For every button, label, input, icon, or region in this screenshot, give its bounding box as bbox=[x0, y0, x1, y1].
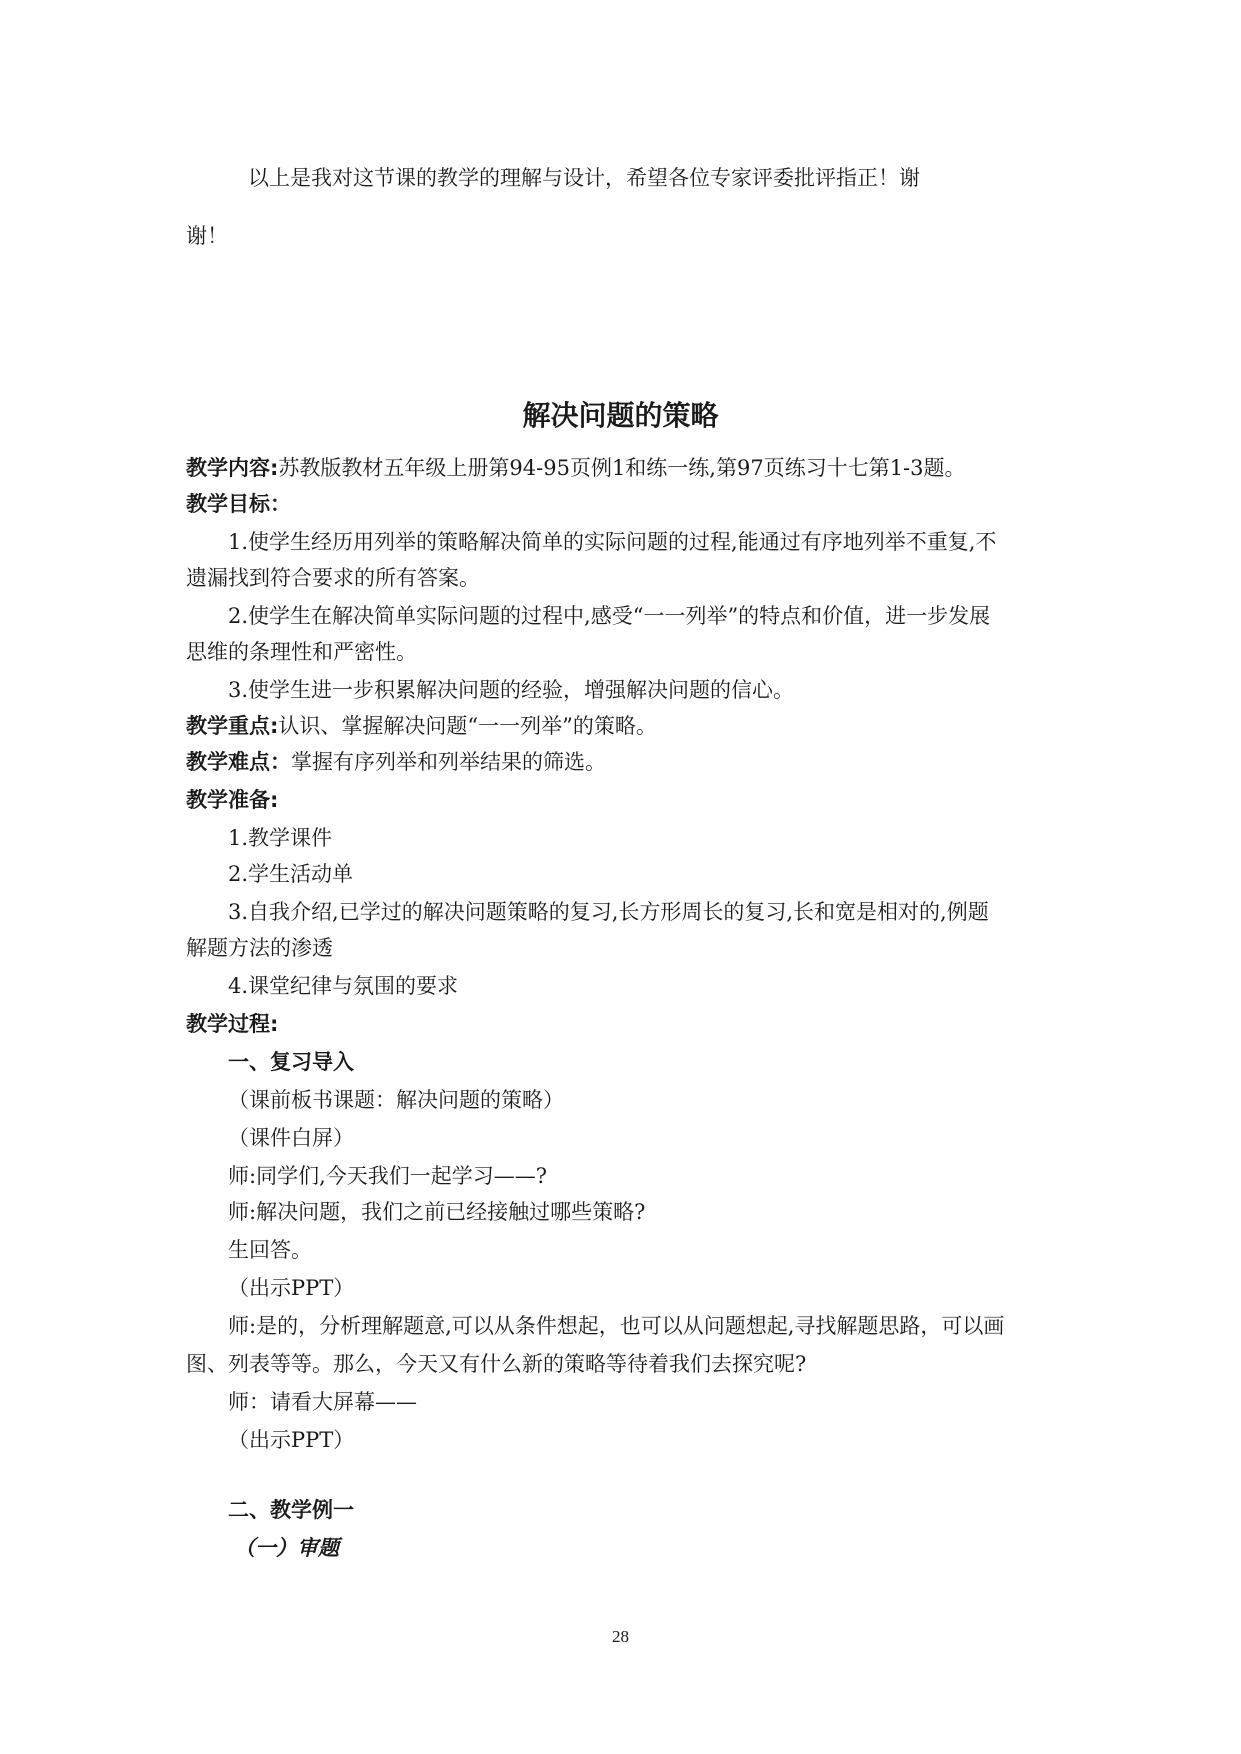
goal-1-line-a: 1.使学生经历用列举的策略解决简单的实际问题的过程,能通过有序地列举不重复,不 bbox=[228, 530, 997, 554]
page-number: 28 bbox=[612, 1627, 629, 1646]
closing-line-1: 以上是我对这节课的教学的理解与设计，希望各位专家评委批评指正！谢 bbox=[248, 166, 920, 190]
goal-2-line-b: 思维的条理性和严密性。 bbox=[186, 640, 417, 664]
process-line-6: （出示PPT） bbox=[228, 1276, 355, 1300]
difficulty-line bbox=[186, 748, 606, 776]
key-point-text: 认识、掌握解决问题“一一列举”的策略。 bbox=[278, 714, 657, 738]
difficulty-label: 教学难点： bbox=[186, 750, 291, 774]
key-point-label: 教学重点: bbox=[186, 714, 279, 738]
process-label: 教学过程: bbox=[186, 1012, 279, 1036]
content-line bbox=[186, 454, 966, 482]
prep-item-2: 2.学生活动单 bbox=[228, 862, 354, 886]
goal-3: 3.使学生进一步积累解决问题的经验，增强解决问题的信心。 bbox=[228, 678, 795, 702]
process-line-7b: 图、列表等等。那么，今天又有什么新的策略等待着我们去探究呢? bbox=[186, 1352, 807, 1376]
process-line-9: （出示PPT） bbox=[228, 1428, 355, 1452]
process-line-1: （课前板书课题：解决问题的策略） bbox=[228, 1088, 564, 1112]
goal-2-line-a: 2.使学生在解决简单实际问题的过程中,感受“一一列举”的特点和价值，进一步发展 bbox=[228, 604, 991, 628]
closing-line-2: 谢！ bbox=[186, 224, 228, 248]
key-point-line bbox=[186, 712, 657, 740]
prep-label: 教学准备: bbox=[186, 788, 279, 812]
prep-item-4: 4.课堂纪律与氛围的要求 bbox=[228, 974, 459, 998]
prep-item-1: 1.教学课件 bbox=[228, 826, 333, 850]
process-line-5: 生回答。 bbox=[228, 1238, 312, 1262]
section-1-heading: 一、复习导入 bbox=[228, 1050, 354, 1074]
process-line-7a: 师:是的，分析理解题意,可以从条件想起，也可以从问题想起,寻找解题思路，可以画 bbox=[228, 1314, 1005, 1338]
content-label: 教学内容: bbox=[186, 456, 279, 480]
content-text: 苏教版教材五年级上册第94-95页例1和练一练,第97页练习十七第1-3题。 bbox=[278, 456, 966, 480]
process-line-2: （课件白屏） bbox=[228, 1126, 354, 1150]
difficulty-text: 掌握有序列举和列举结果的筛选。 bbox=[291, 750, 606, 774]
page-title: 解决问题的策略 bbox=[522, 399, 719, 432]
subsection-1-heading: （一）审题 bbox=[234, 1535, 339, 1560]
prep-item-3-line-b: 解题方法的渗透 bbox=[186, 936, 333, 960]
process-line-3: 师:同学们,今天我们一起学习——? bbox=[228, 1164, 548, 1188]
goals-label: 教学目标： bbox=[186, 492, 291, 516]
section-2-heading: 二、教学例一 bbox=[228, 1498, 354, 1522]
process-line-4: 师:解决问题，我们之前已经接触过哪些策略? bbox=[228, 1200, 646, 1224]
prep-item-3-line-a: 3.自我介绍,已学过的解决问题策略的复习,长方形周长的复习,长和宽是相对的,例题 bbox=[228, 900, 989, 924]
process-line-8: 师：请看大屏幕—— bbox=[228, 1390, 417, 1414]
goal-1-line-b: 遗漏找到符合要求的所有答案。 bbox=[186, 566, 480, 590]
